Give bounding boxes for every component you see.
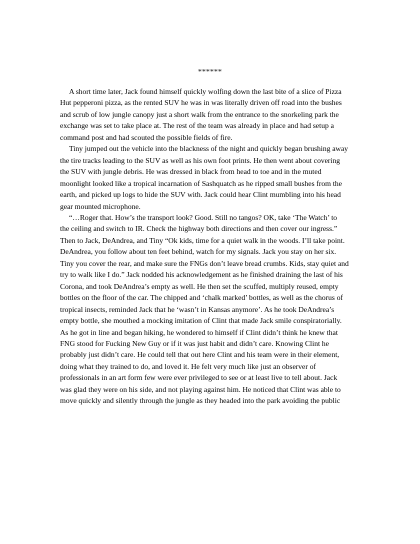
text-line: exchange was set to take place at. The rest of the team was already in place and had setup a [60,121,334,131]
text-line: Tiny jumped out the vehicle into the blackness of the night and quickly began brushing away [69,144,349,154]
text-line: “…Roger that. How’s the transport look? Good. Still no tangos? OK, take ‘The Watch’ to [69,212,338,222]
paragraph [60,86,364,143]
text-line: Then to Jack, DeAndrea, and Tiny “Ok kids, time for a quiet walk in the woods. I’ll take point. [60,235,345,245]
text-line: Hut pepperoni pizza, as the rented SUV he was in was literally driven off road into the bushes [60,98,342,108]
text-line: DeAndrea, you follow about ten feet behind, watch for my signals. Jack you stay on her six. [60,247,337,257]
body-text [60,86,364,407]
text-line: Tiny you cover the rear, and make sure the FNGs don’t leave bread crumbs. Kids, stay quiet and [60,258,349,268]
text-line: tropical insects, reminded Jack that he ‘wasn’t in Kansas anymore’. As he took DeAndrea’s [60,304,335,314]
text-line: As he got in line and began hiking, he wondered to himself if Clint didn’t think he knew that [60,327,338,337]
text-line: gear mounted microphone. [60,201,141,211]
text-line: and scrub of low jungle canopy just a short walk from the entrance to the snorkeling park the [60,109,339,119]
section-separator: ****** [198,67,222,76]
text-line: the tire tracks leading to the SUV as well as his own foot prints. He then went about covering [60,155,341,165]
text-line: Corona, and took DeAndrea’s empty as well. He then set the scuffed, multiply reused, empty [60,281,339,291]
text-line: A short time later, Jack found himself quickly wolfing down the last bite of a slice of Pizza [69,87,342,96]
text-line: moonlight looked like a tropical incarnation of Sashquatch as he ripped small bushes from the [60,178,343,188]
text-line: professionals in an art form few were ever privileged to see or at least live to tell about. Jack [60,373,338,383]
paragraph [60,143,364,212]
text-line: earth, and picked up logs to hide the SUV with. Jack could hear Clint mumbling into his head [60,190,341,200]
text-line: move quickly and silently through the jungle as they headed into the park avoiding the public [60,396,341,406]
paragraph [60,212,364,407]
text-line: the ceiling and switch to IR. Check the highway both directions and then cover our ingress.” [60,224,338,234]
text-line: probably just didn’t care. He could tell that out here Clint and his team were in their element, [60,350,340,360]
text-line: doing what they trained to do, and loved it. He felt very much like just an observer of [60,361,316,371]
text-line: bottles on the floor of the car. The chipped and ‘chalk marked’ bottles, as well as the chorus of [60,293,343,303]
text-line: FNG stood for Fucking New Guy or if it was just habit and didn’t care. Knowing Clint he [60,338,329,348]
text-line: try to walk like I do.” Jack nodded his acknowledgement as he finished draining the last of his [60,270,343,280]
text-line: empty bottle, she mouthed a mocking imitation of Clint that made Jack smile conspiratorially. [60,316,342,326]
text-line: the SUV with jungle debris. He was dressed in black from head to toe and in the muted [60,167,322,177]
text-line: command post and had scouted the possible fields of fire. [60,132,233,142]
text-line: was glad they were on his side, and not playing against him. He noticed that Clint was able to [60,384,341,394]
